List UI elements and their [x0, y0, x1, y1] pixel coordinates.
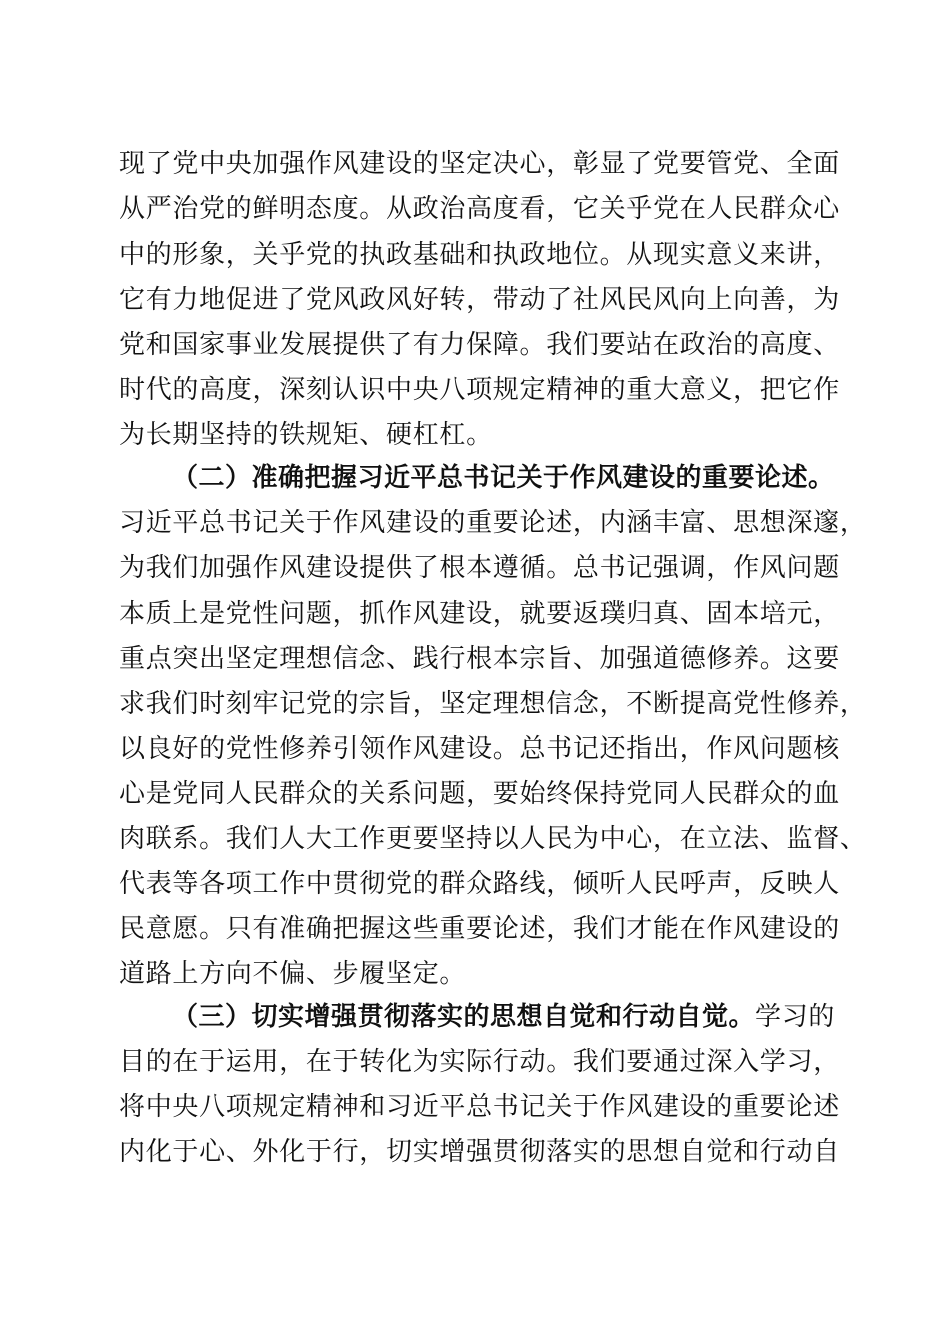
- text-line: 它有力地促进了党风政风好转，带动了社风民风向上向善，为: [119, 285, 840, 315]
- text-line: 代表等各项工作中贯彻党的群众路线，倾听人民呼声，反映人: [119, 869, 840, 899]
- text-line: 本质上是党性问题，抓作风建设，就要返璞归真、固本培元，: [119, 599, 840, 629]
- text-line: 中的形象，关乎党的执政基础和执政地位。从现实意义来讲，: [119, 240, 840, 270]
- section-heading-2: [172, 458, 892, 498]
- text-line: 道路上方向不偏、步履坚定。: [119, 959, 467, 989]
- section-heading-2-text: （二）准确把握习近平总书记关于作风建设的重要论述。: [172, 463, 835, 493]
- text-line: 将中央八项规定精神和习近平总书记关于作风建设的重要论述: [119, 1092, 840, 1122]
- section-heading-3-tail: 学习的: [755, 1002, 836, 1032]
- text-line: 以良好的党性修养引领作风建设。总书记还指出，作风问题核: [119, 734, 840, 764]
- text-line: 现了党中央加强作风建设的坚定决心，彰显了党要管党、全面: [119, 149, 840, 179]
- text-line: 肉联系。我们人大工作更要坚持以人民为中心，在立法、监督、: [119, 824, 867, 854]
- text-line: 从严治党的鲜明态度。从政治高度看，它关乎党在人民群众心: [119, 194, 840, 224]
- text-line: 目的在于运用，在于转化为实际行动。我们要通过深入学习，: [119, 1047, 840, 1077]
- text-line: 习近平总书记关于作风建设的重要论述，内涵丰富、思想深邃，: [119, 508, 867, 538]
- text-line: 党和国家事业发展提供了有力保障。我们要站在政治的高度、: [119, 330, 840, 360]
- section-heading-3-text: （三）切实增强贯彻落实的思想自觉和行动自觉。: [172, 1002, 756, 1032]
- text-line: 重点突出坚定理想信念、践行根本宗旨、加强道德修养。这要: [119, 644, 840, 674]
- text-line: 求我们时刻牢记党的宗旨，坚定理想信念，不断提高党性修养，: [119, 689, 867, 719]
- text-line: 时代的高度，深刻认识中央八项规定精神的重大意义，把它作: [119, 375, 840, 405]
- section-heading-3: [172, 997, 892, 1037]
- text-line: 民意愿。只有准确把握这些重要论述，我们才能在作风建设的: [119, 914, 840, 944]
- text-line: 为长期坚持的铁规矩、硬杠杠。: [119, 420, 493, 450]
- text-line: 心是党同人民群众的关系问题，要始终保持党同人民群众的血: [119, 779, 840, 809]
- text-line: 为我们加强作风建设提供了根本遵循。总书记强调，作风问题: [119, 553, 840, 583]
- text-line: 内化于心、外化于行，切实增强贯彻落实的思想自觉和行动自: [119, 1137, 840, 1167]
